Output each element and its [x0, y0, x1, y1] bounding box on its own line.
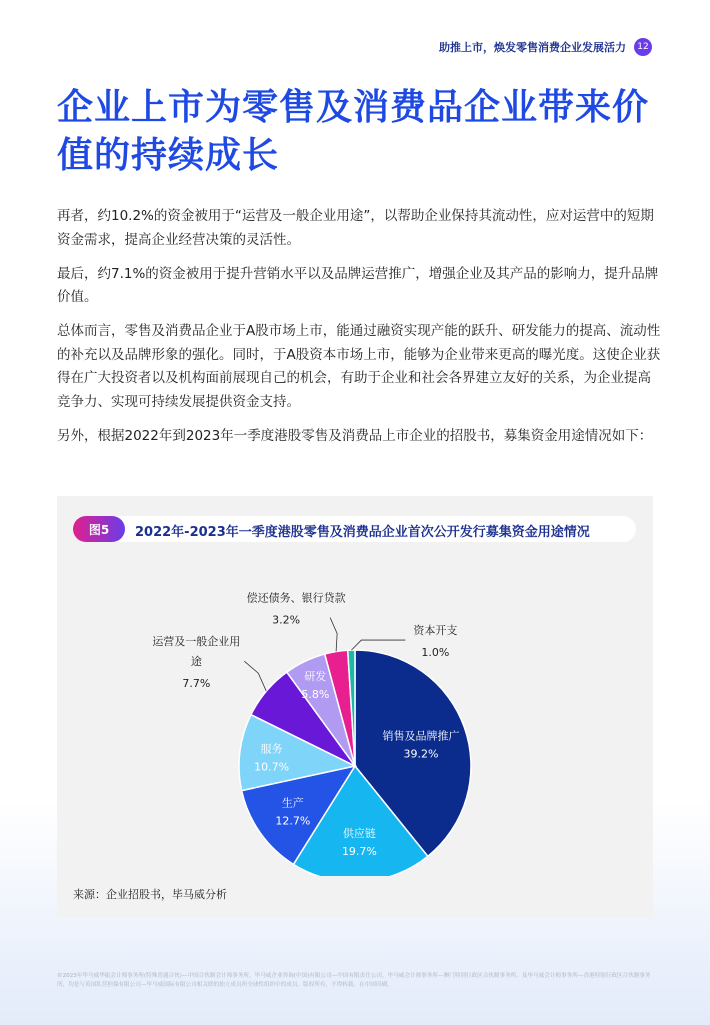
leader-line [330, 618, 337, 652]
header-text: 助推上市，焕发零售消费企业发展活力 [439, 41, 626, 54]
slice-label: 研发 [304, 670, 327, 684]
slice-value: 10.7% [254, 760, 290, 774]
source-note: 来源：企业招股书，毕马威分析 [73, 888, 227, 901]
slice-label: 运营及一般企业用 [152, 635, 241, 649]
pie-chart [57, 496, 653, 876]
copyright-footer: ©2023年毕马威华振会计师事务所(特殊普通合伙)—中国合伙制会计师事务所，毕马威企业咨询(中国)有限公司—中国有限责任公司，毕马威会计师事务所—澳门特别行政区合伙制事务所，及毕马威会计师事务所—香港特别行政区合伙制事务所，均是与英国私营担保有限公司—毕马威国际有限公司相关联的独立成员所全球性组织中的成员。版权所有，不得转载。在中国印刷。 [57, 973, 651, 988]
paragraph: 最后，约7.1%的资金被用于提升营销水平以及品牌运营推广，增强企业及其产品的影响力，提升品牌价值。 [57, 265, 659, 305]
figure-badge: 图5 [73, 516, 125, 542]
leader-line [244, 661, 266, 691]
slice-label: 途 [190, 655, 202, 669]
slice-label: 偿还债务、银行贷款 [246, 591, 346, 605]
leader-line [351, 640, 405, 650]
slice-label: 销售及品牌推广 [382, 729, 460, 743]
slice-value: 1.0% [421, 646, 450, 660]
slice-label: 生产 [281, 796, 304, 810]
paragraph: 总体而言，零售及消费品企业于A股市场上市，能通过融资实现产能的跃升、研发能力的提高、流动性的补充以及品牌形象的强化。同时，于A股资本市场上市，能够为企业带来更高的曝光度。这使企业获得在广大投资者以及机构面前展现自己的机会，有助于企业和社会各界建立友好的关系，为企业提高竞争力、实现可持续发展提供资金支持。 [57, 323, 661, 410]
page-title: 企业上市为零售及消费品企业带来价值的持续成长 [57, 87, 650, 176]
slice-value: 5.8% [301, 688, 330, 702]
slice-label: 供应链 [342, 826, 376, 840]
paragraph: 另外，根据2022年到2023年一季度港股零售及消费品上市企业的招股书，募集资金用途情况如下： [57, 427, 653, 444]
page-number: 12 [634, 38, 652, 56]
body-text [57, 205, 662, 459]
paragraph: 再者，约10.2%的资金被用于“运营及一般企业用途”，以帮助企业保持其流动性，应对运营中的短期资金需求，提高企业经营决策的灵活性。 [57, 208, 654, 248]
slice-value: 3.2% [272, 613, 301, 627]
slice-label: 资本开支 [413, 624, 458, 638]
running-header [439, 38, 652, 56]
slice-value: 12.7% [275, 814, 311, 828]
figure-title: 2022年-2023年一季度港股零售及消费品企业首次公开发行募集资金用途情况 [135, 525, 590, 540]
slice-label: 服务 [260, 742, 283, 756]
figure-panel [57, 496, 653, 918]
slice-value: 7.7% [182, 677, 211, 691]
slice-value: 19.7% [341, 844, 377, 858]
slice-value: 39.2% [403, 747, 439, 761]
